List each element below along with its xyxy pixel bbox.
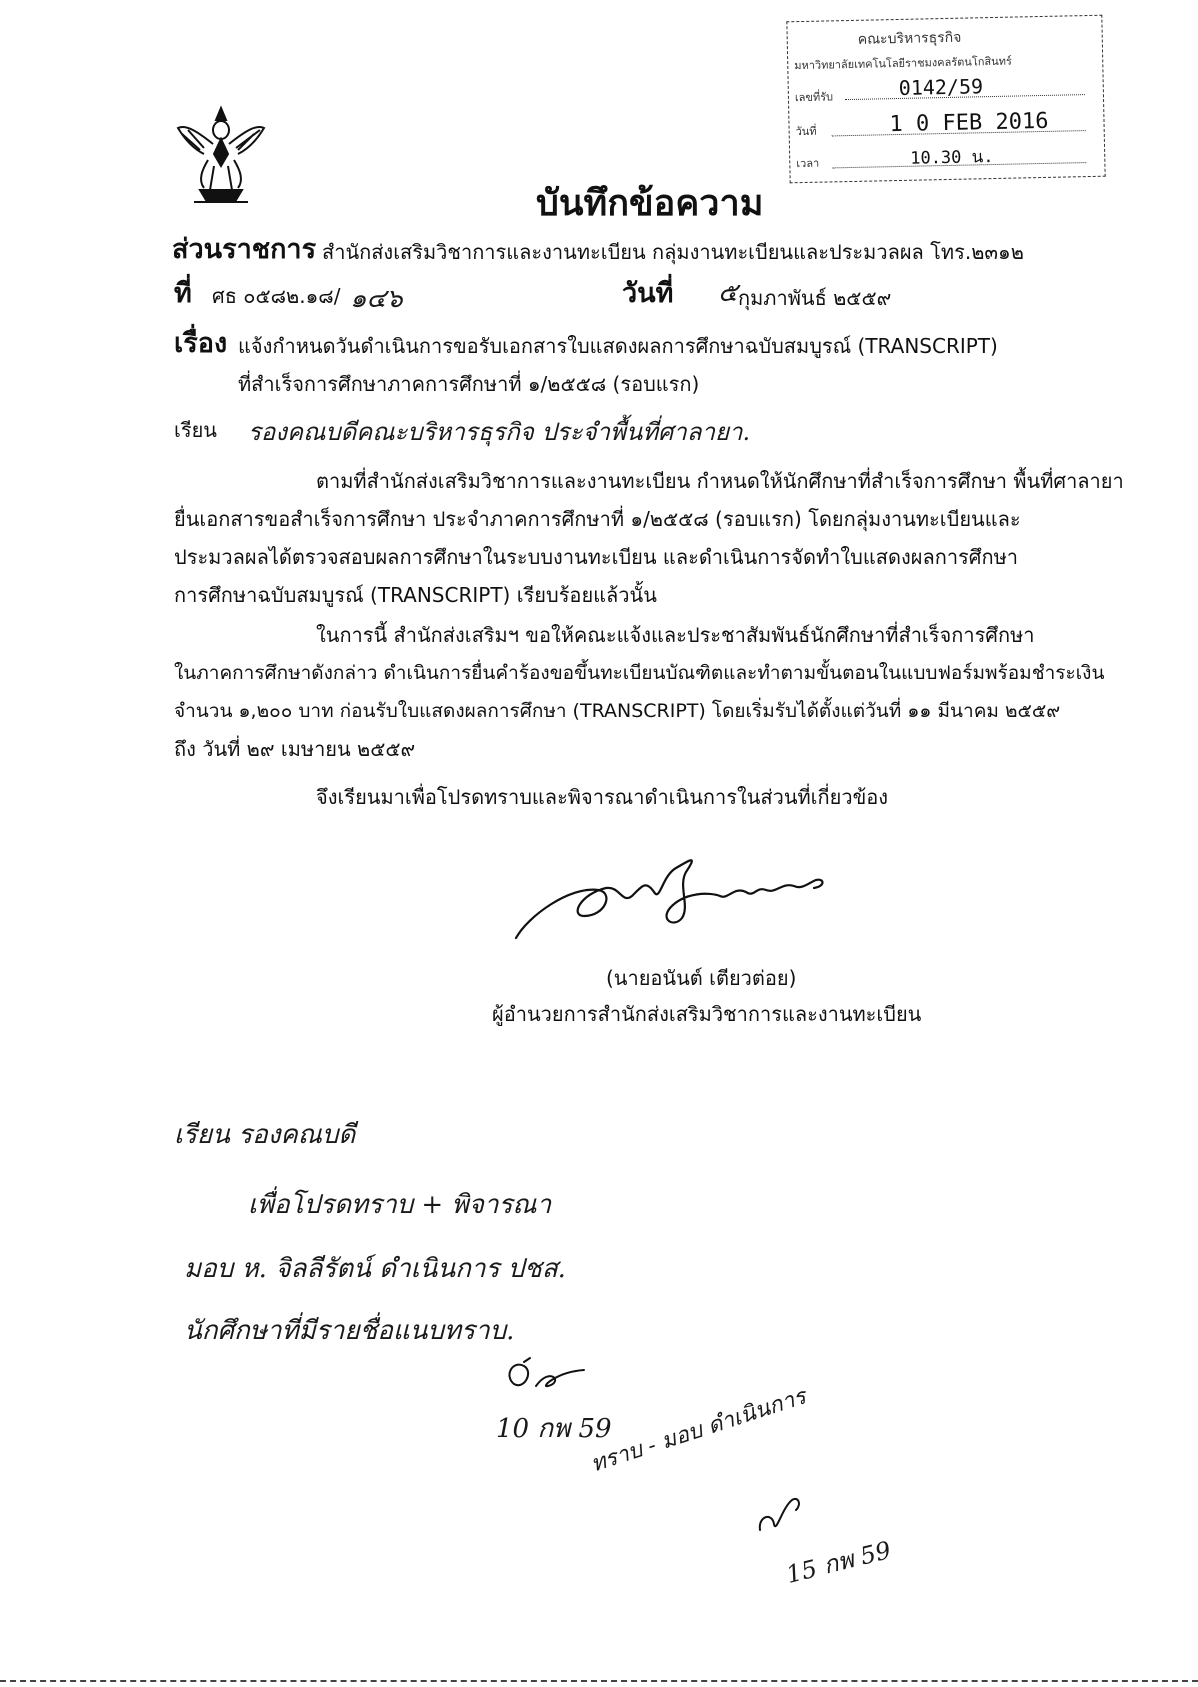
note-line-2: เพื่อโปรดทราบ + พิจารณา — [248, 1190, 552, 1220]
subject-line-1: แจ้งกำหนดวันดำเนินการขอรับเอกสารใบแสดงผลการศึกษาฉบับสมบูรณ์ (TRANSCRIPT) — [238, 334, 998, 358]
signer-position: ผู้อำนวยการสำนักส่งเสริมวิชาการและงานทะเบียน — [492, 1002, 922, 1026]
stamp-time-label: เวลา — [796, 156, 820, 171]
stamp-time-value: 10.30 น. — [910, 147, 994, 169]
department-value: สำนักส่งเสริมวิชาการและงานทะเบียน กลุ่มงานทะเบียนและประมวลผล โทร.๒๓๑๒ — [322, 240, 1024, 264]
scan-edge-line — [0, 1680, 1198, 1682]
date-label: วันที่ — [622, 278, 674, 309]
stamp-no-value: 0142/59 — [898, 74, 984, 100]
stamp-no-label: เลขที่รับ — [794, 90, 834, 105]
reference-handwritten: ๑๔๖ — [350, 284, 403, 314]
note-line-1: เรียน รองคณบดี — [174, 1120, 356, 1150]
stamp-university: มหาวิทยาลัยเทคโนโลยีราชมงคลรัตนโกสินทร์ — [794, 54, 1012, 73]
body-p2-line-2: ในภาคการศึกษาดังกล่าว ดำเนินการยื่นคำร้องขอขึ้นทะเบียนบัณฑิตและทำตามขั้นตอนในแบบฟอร์มพร้อมชำระเงิน — [174, 662, 1105, 684]
body-p1-line-2: ยื่นเอกสารขอสำเร็จการศึกษา ประจำภาคการศึกษาที่ ๑/๒๕๕๘ (รอบแรก) โดยกลุ่มงานทะเบียนและ — [174, 507, 1021, 531]
signer-name: (นายอนันต์ เตียวต่อย) — [606, 966, 797, 990]
date-handwritten: ๕ — [718, 278, 738, 308]
note-line-6: ทราบ - มอบ ดำเนินการ — [587, 1384, 810, 1478]
stamp-faculty: คณะบริหารธุรกิจ — [857, 29, 962, 48]
receiving-stamp — [786, 15, 1105, 184]
subject-label: เรื่อง — [174, 328, 228, 359]
stamp-date-value: 1 0 FEB 2016 — [889, 108, 1049, 138]
body-p2-line-1: ในการนี้ สำนักส่งเสริมฯ ขอให้คณะแจ้งและประชาสัมพันธ์นักศึกษาที่สำเร็จการศึกษา — [316, 623, 1035, 647]
body-p2-line-3: จำนวน ๑,๒๐๐ บาท ก่อนรับใบแสดงผลการศึกษา (TRANSCRIPT) โดยเริ่มรับได้ตั้งแต่วันที่ ๑๑ มีนาคม ๒๕๕๙ — [174, 700, 1061, 722]
reference-label: ที่ — [174, 278, 192, 309]
document-title: บันทึกข้อความ — [536, 183, 764, 224]
closing-line: จึงเรียนมาเพื่อโปรดทราบและพิจารณาดำเนินการในส่วนที่เกี่ยวข้อง — [316, 785, 889, 809]
director-signature — [510, 846, 840, 946]
body-p1-line-1: ตามที่สำนักส่งเสริมวิชาการและงานทะเบียน กำหนดให้นักศึกษาที่สำเร็จการศึกษา พื้นที่ศาลายา — [316, 469, 1124, 493]
body-p1-line-3: ประมวลผลได้ตรวจสอบผลการศึกษาในระบบงานทะเบียน และดำเนินการจัดทำใบแสดงผลการศึกษา — [174, 545, 1019, 569]
department-label: ส่วนราชการ — [172, 234, 317, 265]
note-line-4: นักศึกษาที่มีรายชื่อแนบทราบ. — [184, 1316, 515, 1346]
second-initials-signature — [752, 1490, 812, 1536]
note-date-2: 15 กพ 59 — [783, 1536, 894, 1589]
subject-line-2: ที่สำเร็จการศึกษาภาคการศึกษาที่ ๑/๒๕๕๘ (รอบแรก) — [238, 372, 700, 396]
reference-value: ศธ ๐๕๘๒.๑๘/ — [212, 284, 341, 308]
note-date-1: 10 กพ 59 — [496, 1414, 612, 1444]
date-value: กุมภาพันธ์ ๒๕๕๙ — [738, 286, 892, 310]
to-handwritten: รองคณบดีคณะบริหารธุรกิจ ประจำพื้นที่ศาลายา. — [248, 418, 751, 446]
garuda-emblem-icon — [174, 104, 268, 208]
note-line-3: มอบ ห. จิลลีรัตน์ ดำเนินการ ปชส. — [184, 1254, 566, 1284]
stamp-date-label: วันที่ — [795, 124, 817, 139]
body-p1-line-4: การศึกษาฉบับสมบูรณ์ (TRANSCRIPT) เรียบร้อยแล้วนั้น — [174, 583, 657, 607]
body-p2-line-4: ถึง วันที่ ๒๙ เมษายน ๒๕๕๙ — [174, 737, 416, 761]
approver-initials-signature — [500, 1356, 596, 1406]
to-label: เรียน — [174, 418, 217, 442]
